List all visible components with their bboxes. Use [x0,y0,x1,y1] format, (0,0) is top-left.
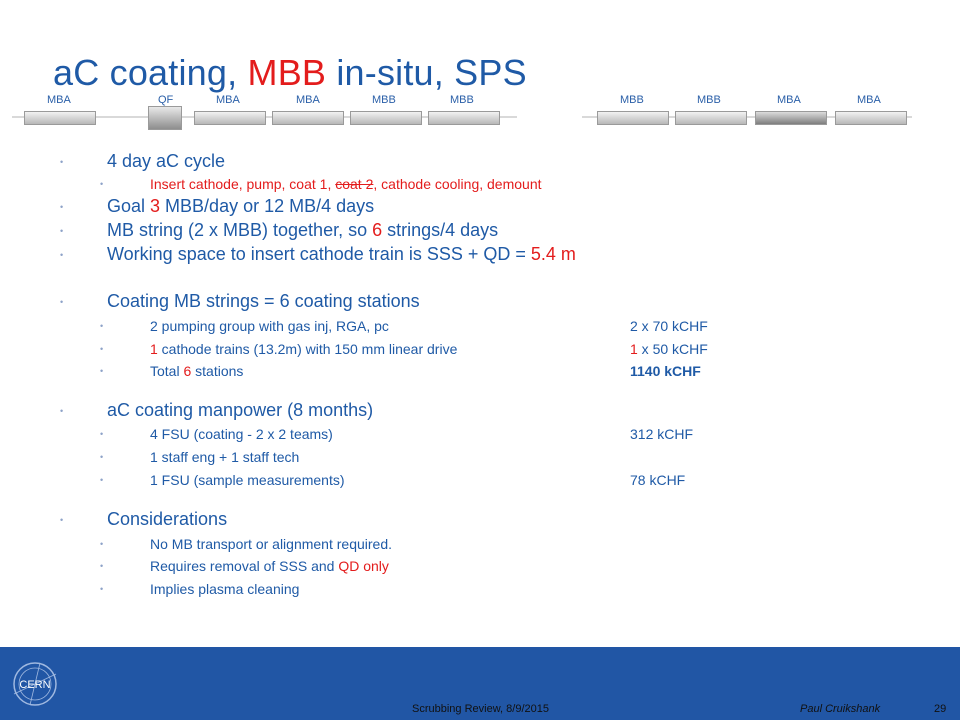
text-segment: Requires removal of SSS and [150,558,339,574]
page-title [53,52,527,94]
footer-bar [0,647,960,720]
magnet-mbb [675,111,747,125]
magnet-label: MBA [857,94,881,106]
bullet-item [107,244,576,265]
bullet-dot: • [60,297,64,307]
magnet-label: MBA [47,94,71,106]
text-segment: MB string (2 x MBB) together, so [107,220,373,240]
magnet-label: MBB [620,94,644,106]
title-highlight: MBB [247,52,327,93]
footer-author: Paul Cruikshank [800,703,881,715]
magnet-mba [24,111,96,125]
bullet-dot: • [60,226,64,236]
cost-value: 78 kCHF [630,472,686,488]
magnet-label: MBA [216,94,240,106]
cost-value: 312 kCHF [630,426,694,442]
footer-event: Scrubbing Review, 8/9/2015 [412,703,549,715]
highlight-number: 3 [150,196,161,216]
magnet-label: MBB [697,94,721,106]
highlight-number: 6 [183,363,192,379]
sub-bullet-item [150,363,243,379]
magnet-qf [148,106,182,130]
highlight-text: QD only [338,558,389,574]
magnet-mba [755,111,827,125]
page-number: 29 [934,703,947,715]
magnet-label: MBA [777,94,801,106]
bullet-dot: • [100,539,104,549]
bullet-dot: • [60,250,64,260]
sub-bullet-item: 1 staff eng + 1 staff tech [150,449,300,465]
cern-logo-icon [10,659,60,709]
text-segment: Working space to insert cathode train is SSS + QD = [107,244,531,264]
sub-bullet-item: 1 FSU (sample measurements) [150,472,345,488]
bullet-item: 4 day aC cycle [107,151,226,171]
highlight-number: 1 [150,341,158,357]
magnet-mbb [428,111,500,125]
bullet-dot: • [100,452,104,462]
sub-bullet-item: No MB transport or alignment required. [150,536,392,552]
bullet-dot: • [100,475,104,485]
magnet-label: MBA [296,94,320,106]
sub-bullet-item: 4 FSU (coating - 2 x 2 teams) [150,426,333,442]
magnet-mba [272,111,344,125]
text-segment: Total [150,363,184,379]
magnet-label: MBB [450,94,474,106]
bullet-dot: • [100,344,104,354]
struck-text: coat 2 [335,176,374,192]
total-cost-value: 1140 kCHF [630,363,701,379]
magnet-mba [194,111,266,125]
sub-bullet-item [150,341,457,357]
bullet-dot: • [60,515,64,525]
text-segment: cathode trains (13.2m) with 150 mm linear drive [157,341,458,357]
magnet-mba [835,111,907,125]
bullet-item [107,220,498,241]
bullet-dot: • [100,584,104,594]
sub-bullet-item [150,558,389,574]
magnet-mbb [597,111,669,125]
title-part1: aC coating, [53,52,248,93]
bullet-item: Coating MB strings = 6 coating stations [107,291,420,311]
text-segment: Insert cathode, pump, coat 1, [150,176,336,192]
cost-value [630,341,708,357]
bullet-dot: • [100,429,104,439]
cost-value: 2 x 70 kCHF [630,318,708,334]
text-segment: Goal [107,196,151,216]
bullet-item [107,196,374,217]
bullet-item: aC coating manpower (8 months) [107,400,374,420]
bullet-dot: • [60,157,64,167]
magnet-label: QF [158,94,174,106]
highlight-number: 1 [630,341,638,357]
text-segment: MBB/day or 12 MB/4 days [160,196,375,216]
bullet-dot: • [100,561,104,571]
sub-bullet-item: 2 pumping group with gas inj, RGA, pc [150,318,389,334]
bullet-dot: • [100,366,104,376]
highlight-number: 5.4 m [530,244,576,264]
logo-text: CERN [19,679,51,691]
bullet-dot: • [60,202,64,212]
bullet-dot: • [100,179,104,189]
bullet-item: Considerations [107,509,228,529]
sub-bullet-item: Implies plasma cleaning [150,581,300,597]
bullet-dot: • [100,321,104,331]
magnet-label: MBB [372,94,396,106]
bullet-dot: • [60,406,64,416]
text-segment: stations [191,363,244,379]
title-part2: in-situ, SPS [326,52,527,93]
text-segment: , cathode cooling, demount [373,176,542,192]
highlight-number: 6 [372,220,383,240]
sub-bullet-item [150,176,542,192]
text-segment: strings/4 days [382,220,499,240]
text-segment: x 50 kCHF [637,341,708,357]
magnet-mbb [350,111,422,125]
